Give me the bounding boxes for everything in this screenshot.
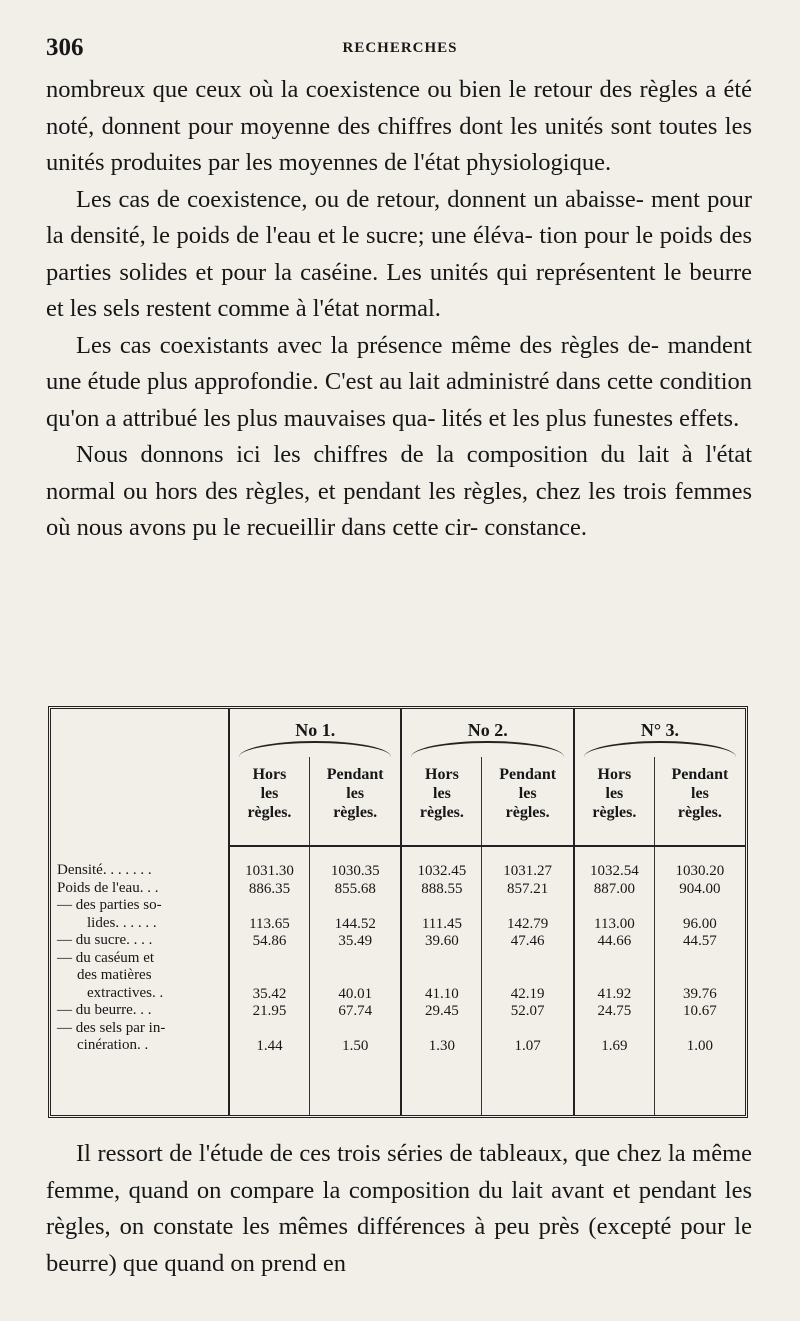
text-line: à peu près (excepté pour le beurre) que quand on prend en xyxy=(46,1213,752,1277)
subheader-hors: Hors les règles. xyxy=(574,757,654,846)
text-line: les trois femmes où nous avons pu le recueillir dans cette cir- xyxy=(46,477,753,541)
paragraph-3 xyxy=(46,328,752,438)
group-header-2 xyxy=(401,709,573,757)
data-column-4: 1031.27 857.21 142.79 47.46 42.19 52.07 1.07 xyxy=(482,846,574,1115)
milk-composition-table xyxy=(48,706,748,1118)
paragraph-5 xyxy=(46,1136,752,1282)
row-label: cinération. . xyxy=(77,1037,149,1053)
subheader-hors: Hors les règles. xyxy=(401,757,481,846)
row-label: — du beurre. . . xyxy=(57,1002,152,1018)
text-line: Les cas de coexistence, ou de retour, donnent un abaisse- xyxy=(76,185,644,213)
data-column-1: 1031.30 886.35 113.65 54.86 35.42 21.95 1.44 xyxy=(229,846,309,1115)
text-line: lités et les plus funestes effets. xyxy=(441,404,740,432)
subheader-pendant: Pendant les règles. xyxy=(482,757,574,846)
body-text-top xyxy=(46,72,752,547)
text-line: règles a été noté, donnent pour moyenne des chiffres dont xyxy=(46,76,753,140)
data-column-6: 1030.20 904.00 96.00 44.57 39.76 10.67 1.00 xyxy=(654,846,745,1115)
text-line: tion pour le poids des parties solides et pour la caséine. Les xyxy=(46,222,752,286)
subheader-pendant: Pendant les règles. xyxy=(309,757,401,846)
group-label: No 2. xyxy=(467,720,508,740)
text-line: l'état physiologique. xyxy=(413,149,612,176)
row-label: des matières xyxy=(77,967,152,983)
running-title: RECHERCHES xyxy=(342,40,458,56)
text-line: constance. xyxy=(484,514,588,541)
row-label: Poids de l'eau. . . xyxy=(57,879,159,896)
page-number: 306 xyxy=(46,34,84,61)
subheader-pendant: Pendant les règles. xyxy=(654,757,745,846)
row-label: — des parties so- xyxy=(57,897,162,913)
text-line: la même femme, quand on compare la composition du lait xyxy=(46,1140,753,1204)
group-header-1 xyxy=(229,709,401,757)
data-column-3: 1032.45 888.55 111.45 39.60 41.10 29.45 1.30 xyxy=(401,846,481,1115)
text-line: ment pour la densité, le poids de l'eau et le sucre; une éléva- xyxy=(46,185,753,249)
row-label: extractives. . xyxy=(87,984,164,1001)
page-header xyxy=(46,34,754,66)
text-line: mandent une étude plus approfondie. C'est au lait administré xyxy=(46,331,752,395)
brace-mark xyxy=(239,741,391,757)
data-column-2: 1030.35 855.68 144.52 35.49 40.01 67.74 1.50 xyxy=(309,846,401,1115)
text-line: unités qui représentent le beurre et les sels restent comme à xyxy=(46,258,752,322)
paragraph-2 xyxy=(46,182,752,328)
row-label: Densité. . . . . . . xyxy=(57,862,152,878)
text-line: l'état normal. xyxy=(312,295,441,322)
group-label: N° 3. xyxy=(640,720,680,740)
text-line: Nous donnons ici les chiffres de la composition du lait à xyxy=(76,441,693,468)
text-line: dans cette condition qu'on a attribué les plus mauvaises qua- xyxy=(46,368,752,432)
row-label: — du sucre. . . . xyxy=(57,932,153,948)
text-line: l'état normal ou hors des règles, et pendant les règles, chez xyxy=(46,441,753,505)
text-line: avant et pendant les règles, on constate les mêmes différences xyxy=(46,1176,752,1240)
text-line: Il ressort de l'étude de ces trois séries de tableaux, que chez xyxy=(76,1140,662,1167)
paragraph-4 xyxy=(46,437,752,547)
row-label: — des sels par in- xyxy=(57,1019,166,1036)
text-line: nombreux que ceux où la coexistence ou bien le retour des xyxy=(46,76,633,103)
text-line: les unités sont toutes les unités produites par les moyennes de xyxy=(46,112,752,176)
group-header-3 xyxy=(574,709,745,757)
row-label: — du caséum et xyxy=(57,949,155,966)
subheader-hors: Hors les règles. xyxy=(229,757,309,846)
row-labels xyxy=(51,846,229,1115)
paragraph-1 xyxy=(46,72,752,182)
brace-mark xyxy=(584,741,736,757)
data-column-5: 1032.54 887.00 113.00 44.66 41.92 24.75 1.69 xyxy=(574,846,654,1115)
text-line: Les cas coexistants avec la présence même des règles de- xyxy=(76,331,660,359)
group-label: No 1. xyxy=(295,720,336,740)
brace-mark xyxy=(411,741,563,757)
row-label: lides. . . . . . xyxy=(87,914,157,931)
body-text-bottom xyxy=(46,1136,752,1282)
table-corner xyxy=(51,709,229,846)
